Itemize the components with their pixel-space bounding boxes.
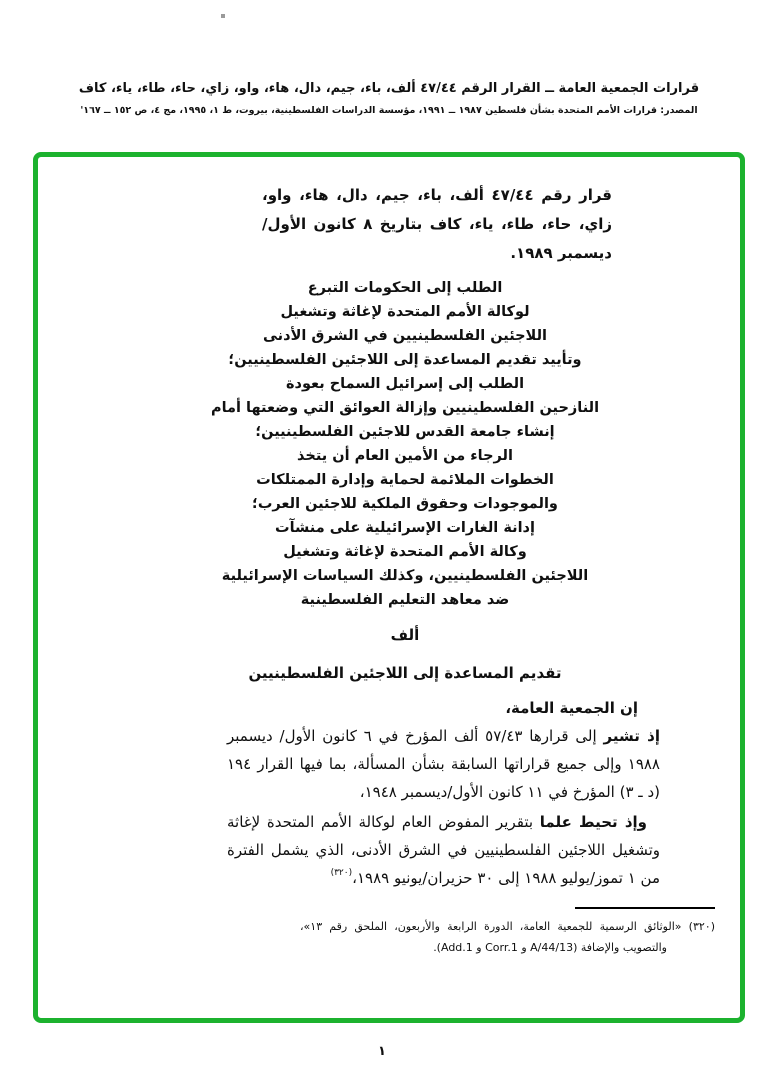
resolution-body	[227, 694, 660, 892]
resolution-title-line: ضد معاهد التعليم الفلسطينية	[300, 592, 510, 608]
footnote-divider-rule	[575, 907, 715, 909]
resolution-title-line: والموجودات وحقوق الملكية للاجئين العرب؛	[252, 496, 558, 512]
footnote-text: (٣٢٠) «الوثائق الرسمية للجمعية العامة، الدورة الرابعة والأربعون، الملحق رقم ١٣»، والتصويب والإضافة (A/44/13 و Corr.1 و Add.1).	[300, 920, 715, 954]
resolution-title-line: الرجاء من الأمين العام أن يتخذ	[297, 448, 513, 464]
paragraph-taking-note	[227, 808, 660, 892]
resolution-title-line: إدانة الغارات الإسرائيلية على منشآت	[275, 520, 535, 536]
paragraph-assembly: إن الجمعية العامة،	[505, 699, 638, 717]
paragraph-text: إلى قرارها ٥٧/٤٣ ألف المؤرخ في ٦ كانون الأول/ ديسمبر ١٩٨٨ وإلى جميع قراراتها السابقة بشأن المسألة، بما فيها القرار ١٩٤ (د ـ ٣) المؤرخ في ١١ كانون الأول/ديسمبر ١٩٤٨،	[227, 727, 660, 801]
resolution-title-line: لوكالة الأمم المتحدة لإغاثة وتشغيل	[280, 304, 530, 320]
paragraph-recalling	[227, 722, 660, 806]
resolution-title-block	[104, 276, 706, 612]
resolution-title-line: الطلب إلى الحكومات التبرع	[307, 280, 503, 296]
paragraph-lead: وإذ تحيط علما	[539, 813, 648, 831]
paragraph-lead: إذ تشير	[603, 727, 660, 745]
resolution-title-line: اللاجئين الفلسطينيين، وكذلك السياسات الإسرائيلية	[221, 568, 589, 584]
resolution-title-line: إنشاء جامعة القدس للاجئين الفلسطينيين؛	[255, 424, 555, 440]
resolution-citation-line: قرار رقم ٤٧/٤٤ ألف، باء، جيم، دال، هاء، واو، زاي، حاء، طاء، ياء، كاف بتاريخ ٨ كانون الأول/ديسمبر ١٩٨٩.	[262, 186, 613, 262]
resolution-title-line: النازحين الفلسطينيين وإزالة العوائق التي وضعتها أمام	[210, 400, 600, 416]
resolution-title-line: الخطوات الملائمة لحماية وإدارة الممتلكات	[256, 472, 554, 488]
highlight-annotation-box	[33, 152, 745, 1023]
resolution-title-line: وتأييد تقديم المساعدة إلى اللاجئين الفلسطينيين؛	[228, 352, 582, 368]
source-citation: المصدر: قرارات الأمم المتحدة بشأن فلسطين ⁦١٩٨٧ ــ ١٩٩١⁩، مؤسسة الدراسات الفلسطينية، بيروت، ط ١، ١٩٩٥، مج ٤، ص ⁦١٥٢ ــ ١٦٧⁩'	[80, 105, 698, 116]
resolution-title-line: وكالة الأمم المتحدة لإغاثة وتشغيل	[283, 544, 527, 560]
page-number: ١	[378, 1044, 386, 1059]
section-letter: ألف	[390, 626, 420, 644]
footnote-reference: (٣٢٠)	[330, 868, 353, 878]
page-header	[0, 80, 778, 117]
scan-speck-artifact	[221, 14, 225, 18]
resolution-title-line: الطلب إلى إسرائيل السماح بعودة	[285, 376, 525, 392]
section-title: تقديم المساعدة إلى اللاجئين الفلسطينيين	[248, 664, 562, 682]
paragraph-text: بتقرير المفوض العام لوكالة الأمم المتحدة لإغاثة وتشغيل اللاجئين الفلسطينيين في الشرق الأدنى، الذي يشمل الفترة من ١ تموز/يوليو ١٩٨٨ إلى ٣٠ حزيران/يونيو ١٩٨٩،	[227, 813, 660, 887]
resolution-title-line: اللاجئين الفلسطينيين في الشرق الأدنى	[263, 328, 547, 344]
document-title: قرارات الجمعية العامة ــ القرار الرقم ٤٧/٤٤ ألف، باء، جيم، دال، هاء، واو، زاي، حاء، طاء، ياء، كاف	[78, 81, 700, 96]
footnote-area	[300, 907, 715, 958]
